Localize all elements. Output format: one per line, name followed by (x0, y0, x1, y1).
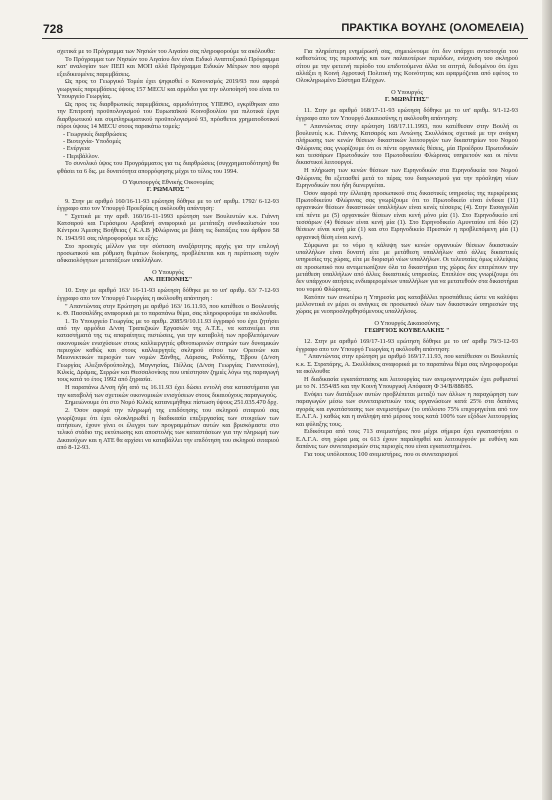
running-title: ΠΡΑΚΤΙΚΑ ΒΟΥΛΗΣ (ΟΛΟΜΕΛΕΙΑ) (341, 22, 524, 34)
paragraph: Για πληρέστερη ενημέρωσή σας, σημειώνουμε ότι δεν υπάρχει αντιστοιχία του καθεστώτος της περυσινής και των παλαιοτέρων περιόδων, ενίσχυση του σκληρού σίτου με την φετεινή περίοδο του επιδοτούμενα άλλα τα αιτητά, δεδομένου ότι έχει αλλάξει η Κοινή Αγροτική Πολιτική της Κοινότητας και εφαρμόζεται από εφέτος το Ολοκληρωμένο Σύστημα Ελέγχων. (296, 48, 518, 85)
signature-role: Ο Υπουργός (391, 88, 423, 96)
signature-name: ΓΕΩΡΓΙΟΣ ΚΟΥΒΕΛΑΚΗΣ " (364, 326, 450, 334)
header-rule (42, 38, 528, 39)
paragraph: 10. Στην με αριθμό 163/ 16-11-93 ερώτηση δόθηκε με το υπ' αριθμ. 63/ 7-12-93 έγγραφο απο τον Υπουργό Γεωργίας η ακόλουθη απάντηση : (57, 287, 279, 302)
paragraph: Ως προς το Γεωργικό Τομέα έχει ψηφισθεί ο Κανονισμός 2019/93 που αφορά γεωργικές παρεμβάσεις ύψους 157 MECU και αρμόδιο για την υλοποίησή του είναι το Υπουργείο Γεωργίας. (57, 78, 279, 101)
paragraph: Ως προς τις διαρθρωτικές παρεμβάσεις, αρμοδιότητος ΥΠΕΘΟ, εγκρίθηκαν απο την Επιτροπή προϋπολογισμού του Ευρωπαϊκού Κοινοβουλίου για πιλοτικά έργα διαρθρωτικού και συμπληρωματικού προϋπολογισμού 93, πρόσθετοι χρηματοδοτικοί πόροι ύψους 14 MECU στους παρακάτω τομείς: (57, 100, 279, 130)
paragraph: " Απαντώντας στην ερώτηση 168/17.11.1993, που κατέθεσαν στην Βουλή οι βουλευτές κ.κ. Γιάννης Κατσαρός και Αντώνης Σκυλλάκος σχετικά με την ανάγκη πλήρωσης των κενών θέσεων δικαστικών λειτουργών των δικαστηρίων του Νομού Φλώρινας σας γνωρίζουμε ότι οι πέντε οργανικές θέσεις, μία Προέδρου Πρωτοδικών και τεσσάρων Πρωτοδικών του Πρωτοδικείου Φλώρινας υπηρετούν και οι πέντε δικαστικοί λειτουργοί. (296, 122, 518, 167)
right-column (296, 48, 518, 459)
paragraph: 12. Στην με αριθμό 169/17-11-93 ερώτηση δόθηκε με το υπ' αριθμ 79/3-12-93 έγγραφο απο τον Υπουργό Γεωργίας η ακόλουθη απάντηση: (296, 338, 518, 353)
paragraph: Σύμφωνα με το νόμο η κάλυψη των κενών οργανικών θέσεων δικαστικών υπαλλήλων είναι δυνατή είτε με μετάθεση υπαλλήλων από άλλες δικαστικές υπηρεσίες της χώρας, είτε με διορισμό νέων υπαλλήλων. Οι τελευταίες όμως ελλείψεις σε προσωπικό που αντιμετωπίζουν όλα τα δικαστήρια της χώρας δεν επιτρέπουν την μετάθεση υπαλλήλων από άλλες δικαστικές υπηρεσίες. Επιπλέον σας γνωρίζουμε ότι δεν υπάρχουν αιτήσεις ενδιαφερομένων υπαλλήλων για να μετατεθούν στα δικαστήρια του νομού Φλώρινας. (296, 241, 518, 293)
paragraph: Για τους υπόλοιπους 100 ανεμιστήρες, που οι συνεταιρισμοί (304, 450, 458, 458)
signature-role: Ο Υφυπουργός Εθνικής Οικονομίας (122, 178, 214, 186)
paragraph: Ειδικότερα από τους 713 ανεμιστήρες που μέχρι σήμερα έχει εγκαταστήσει ο Ε.Λ.Γ.Α. στη χώρα μας οι 613 έχουν παραληφθεί και λειτουργούν με ευθύνη και δαπάνες των συνεταιρισμών στις περιοχές που είναι εγκατεστημένοι. (296, 428, 518, 451)
paragraph: 11. Στην με αριθμό 168/17-11-93 ερώτηση δόθηκε με το υπ' αριθμ. 9/1-12-93 έγγραφο απο τον Υπουργό Δικαιοσύνης η ακόλουθη απάντηση: (296, 107, 518, 122)
paragraph: Η διαδικασία εγκατάστασης και λειτουργίας των ανεμογεννητριών έχει ρυθμιστεί με το Ν. 1554/85 και την Κοινή Υπουργική Απόφαση Φ 34/Β/888/85. (296, 375, 518, 391)
paragraph: " Απαντώντας στην ερώτηση με αριθμό 169/17.11.93, που κατέθεσαν οι Βουλευτές κ.κ. Σ. Στρατάρης, Α. Σκυλλάκος αναφορικά με το παραπάνω θέμα σας πληροφορούμε τα ακόλουθα: (296, 353, 518, 376)
signature-name: ΑΝ. ΠΕΠΟΝΗΣ" (143, 275, 193, 283)
list-item: - Ενέργεια (63, 145, 90, 153)
signature-role: Ο Υπουργός (152, 268, 184, 276)
signature-role: Ο Υπουργός Δικαιοσύνης (374, 319, 440, 327)
paragraph: Κατόπιν των ανωτέρω η Υπηρεσία μας καταβάλλει προσπάθειες ώστε να καλύψει μελλοντικά εν μέρει οι ανάγκες σε προσωπικό όλων των δικαστικών υπηρεσιών της χώρας με νεοπροσληφθησόμενους υπαλλήλους. (296, 293, 518, 316)
paragraph: Στο προσεχές μέλλον για την σύσταση αναξάρτητης αρχής για την επιλογή προσωπικού και ρύθμιση θεμάτων διοίκησης, προβλέπεται και η περίπτωση τυχόν αδικαιολόγητων μετατάξεων υπαλλήλων. (57, 242, 279, 265)
left-column (57, 48, 279, 452)
paragraph: Το συνολικό ύψος του Προγράμματος για τις διαρθρώσεις (συγχρηματοδότηση) θα φθάσει τα 6 δις. με δυνατότητα απορρόφησης μέχρι το τέλος του 1994. (57, 160, 279, 175)
paragraph: Ενόψει των διατάξεων αυτών προβλέπεται μεταξύ των άλλων η παραχώρηση των παραγωγών μέσω των συνεταιριστικών τους οργανώσεων κατά 25% στα δαπάνες αγοράς και εγκατάστασης των ανεμιστήρων (το υπόλοιπο 75% επιχορηγείται από τον Ε.Λ.Γ.Α. ) καθώς και η ανάληψη από μέρους τους κατά 100% των εξόδων λειτουργίας και φύλαξης τους. (296, 391, 518, 428)
paragraph: 2. Όσον αφορά την πληρωμή της επιδότησης του σκληρού σιταριού σας γνωρίζουμε ότι έχει ολοκληρωθεί η διαδικασία επεξεργασίας των στοιχείων των αιτήσεων, έχουν γίνει οι έλεγχοι των προγραμμάτων αυτών και βρισκόμαστε στο τελικό στάδιο της εκτύπωσης και αποστολής των καταστάσεων για την πληρωμή των Δικαιούχων και η ΑΤΕ θα αρχίσει να καταβάλλει την επιδότηση του σκληρού σιταριού από 8-12-93. (57, 407, 279, 452)
paragraph: " Απαντώντας στην Ερώτηση με αριθμό 163/ 16.11.93, που κατέθεσε ο Βουλευτής κ. Θ. Πασσαλίδης αναφορικά με το παραπάνω θέμα, σας πληροφορούμε τα ακόλουθα. (57, 302, 279, 317)
paragraph: Η παραπάνω Δ/νση ήδη από τις 16.11.93 έχει δώσει εντολή στα καταστήματα για την καταβολή των σχετικών οικονομικών ενισχύσεων στους δικαιούχους παραγωγούς. (57, 384, 279, 399)
signature-name: Γ. ΜΩΡΑΪΤΗΣ" (384, 96, 430, 104)
page-number: 728 (43, 22, 64, 36)
paragraph: Σημειώνουμε ότι στο Νομό Κιλκίς κατανεμήθηκε πίστωση ύψους 251.035.470 δρχ. (65, 399, 278, 407)
paragraph: " Σχετικά με την αριθ. 160/16-11-1993 ερώτηση των Βουλευτών κ.κ. Γιάννη Κατσαρού και Γεράσιμου Αραβανή αναφορικά με μετάταξη συνδικαλιστών του Κέντρου Άμεσης Βοήθειας ( Κ.Α.Β )Φλώρινας με βάση τις διατάξεις του άρθρου 58 Ν. 1943/91 σας πληροφορούμε τα εξής: (57, 212, 279, 242)
paragraph: 9. Στην με αριθμό 160/16-11-93 ερώτηση δόθηκε με το υπ' αριθμ. 1792/ 6-12-93 έγγραφο απο τον Υπουργό Προεδρίας η ακόλουθη απάντηση: (57, 197, 279, 212)
list-item: - Γεωργικές διαρθρώσεις (63, 130, 127, 138)
paragraph: 1. Το Υπουργείο Γεωργίας με το αριθμ. 2085/9/10.11.93 έγγραφό του έχει ζητήσει από την αρμόδια Δ/νση Τραπεζικών Εργασιών της Α.Τ.Ε., να κατανείμει στα καταστήματά της τις απαραίτητες πιστώσεις, για την καταβολή των προβλεπόμενων οικονομικών ενισχύσεων στους καλλιεργητές φθινοπωρινών σιτηρών των δυναμικών περιοχών καθώς και στους καλλιεργητές σκληρού σίτου των Ορεινών και Μειονεκτικών περιοχών των νομών Ξάνθης, Λάρισας, Ροδόπης, Έβρου (Δ/νση Γεωργίας Αλεξανδρούπολης), Μαγνησίας, Πέλλας (Δ/νση Γεωργίας Γιαννιτσών), Κιλκίς, Δράμας, Σερρών και Θεσσαλονίκης που υπέστησαν ζημιές λόγω της παραγωγή τους κατά το έτος 1992 από ξηρασία. (57, 317, 279, 384)
paragraph: Όσον αφορά την έλλειψη προσωπικού στις δικαστικές υπηρεσίες της περιφέρειας Πρωτοδικείου Φλώρινας σας γνωρίζουμε ότι το Πρωτοδικείο είναι ένδεκα (11) οργανικών θέσεων δικαστικών υπαλλήλων είναι κενές τέσσερις (4). Στην Εισαγγελία επί πέντε με (5) οργανικών θέσεων είναι κενή μόνο μία (1). Στο Ειρηνοδικείο επί τεσσάρων (4) θέσεων είναι κενή μία (1). Στο Ειρηνοδικείο Αμυνταίου επί δύο (2) θέσεων είναι κενή μία (1) και στο Ειρηνοδικείο Πρεσπών η προβλεπόμενη μία (1) οργανική θέση είναι κενή. (296, 189, 518, 241)
list-item: - Βιοτεχνία- Υποδομές (63, 138, 121, 146)
list-item: - Περιβάλλον. (63, 152, 100, 160)
paragraph: Το Πρόγραμμα των Νησιών του Αιγαίου δεν είναι Ειδικό Αναπτυξιακό Πρόγραμμα κατ' αναλογίαν των ΠΕΠ και ΜΟΠ αλλά Πρόγραμμα Ειδικών Μέτρων που αφορά εξειδικευμένες παρεμβάσεις. (57, 55, 279, 78)
paragraph: σχετικά με το Πρόγραμμα των Νησιών του Αιγαίου σας πληροφορούμε τα ακόλουθα: (57, 48, 276, 55)
page-edge-shadow (542, 0, 552, 800)
paragraph: Η πλήρωση των κενών θέσεων των Ειρηνοδικών στα Ειρηνοδικεία του Νομού Φλώρινας θα εξετασθεί μετά το πέρας του διαγωνισμού για την πρόσληψη νέων Ειρηνοδικών που ήδη διενεργείται. (296, 167, 518, 189)
signature-name: Γ. ΡΩΜΑΙΌΣ " (146, 186, 190, 194)
